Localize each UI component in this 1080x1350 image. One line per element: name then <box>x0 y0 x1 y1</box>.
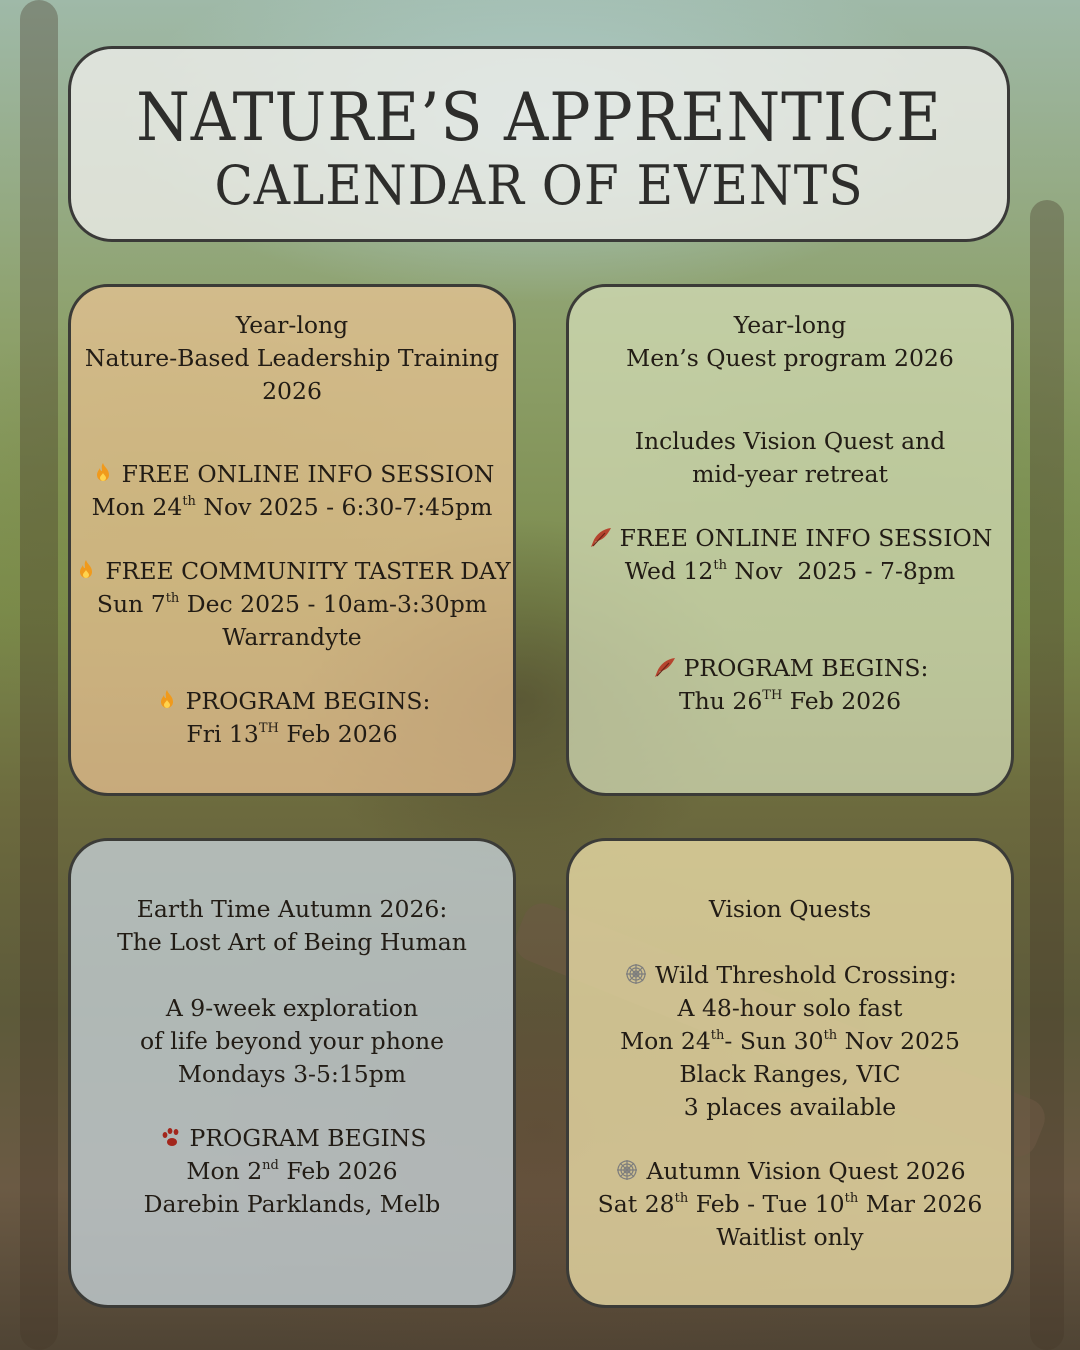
date-text: - Sun 30 <box>724 1027 824 1055</box>
event-note: Waitlist only <box>716 1223 864 1251</box>
date-text: Mon 24 <box>91 493 183 521</box>
header-banner <box>68 46 1010 242</box>
tree-trunk-right <box>1030 200 1064 1350</box>
card-intro-line: Mondays 3-5:15pm <box>177 1060 407 1088</box>
event-title <box>569 1155 1011 1188</box>
date-text: Nov 2025 - 6:30-7:45pm <box>195 493 493 521</box>
fire-icon <box>73 558 99 582</box>
date-ordinal: TH <box>762 688 783 703</box>
spiderweb-icon <box>614 1158 640 1182</box>
date-text: Dec 2025 - 10am-3:30pm <box>179 590 488 618</box>
event-date <box>71 588 513 621</box>
card-heading-line: Year-long <box>235 311 349 339</box>
card-vision-quests <box>566 838 1014 1308</box>
date-text: Wed 12 <box>624 557 714 585</box>
date-text: Mar 2026 <box>858 1190 983 1218</box>
card-heading-line: Men’s Quest program 2026 <box>626 344 954 372</box>
card-heading-line: Nature-Based Leadership Training <box>84 344 500 372</box>
date-ordinal: th <box>182 494 196 509</box>
event-location: Warrandyte <box>222 623 362 651</box>
card-intro-line: Includes Vision Quest and <box>634 427 946 455</box>
date-ordinal: th <box>165 591 180 606</box>
card-heading-line: The Lost Art of Being Human <box>117 928 467 956</box>
paw-icon <box>158 1125 184 1149</box>
card-heading-line: Vision Quests <box>708 895 872 923</box>
date-text: Sat 28 <box>597 1190 675 1218</box>
fire-icon <box>90 461 116 485</box>
date-ordinal: th <box>710 1028 725 1043</box>
date-ordinal: th <box>823 1028 838 1043</box>
event-date <box>569 1188 1011 1221</box>
event-title <box>569 652 1011 685</box>
event-title-text: Autumn Vision Quest 2026 <box>646 1157 966 1185</box>
event-title-text: PROGRAM BEGINS: <box>683 654 929 682</box>
card-heading-line: Year-long <box>733 311 847 339</box>
spiderweb-icon <box>623 962 649 986</box>
event-date <box>71 1155 513 1188</box>
event-title-text: PROGRAM BEGINS: <box>185 687 431 715</box>
event-date <box>569 685 1011 718</box>
event-date <box>71 491 513 524</box>
date-text: Thu 26 <box>678 687 763 715</box>
event-title <box>569 959 1011 992</box>
event-title <box>71 1122 513 1155</box>
date-text: Nov 2025 - 7-8pm <box>726 557 956 585</box>
page-subtitle: CALENDAR OF EVENTS <box>214 154 864 217</box>
event-title-text: FREE ONLINE INFO SESSION <box>121 460 495 488</box>
date-text: Feb - Tue 10 <box>688 1190 845 1218</box>
date-text: Fri 13 <box>186 720 259 748</box>
event-title-text: Wild Threshold Crossing: <box>655 961 957 989</box>
page-title: NATURE’S APPRENTICE <box>136 79 942 156</box>
event-date <box>569 555 1011 588</box>
card-heading-line: Earth Time Autumn 2026: <box>136 895 448 923</box>
event-date <box>71 718 513 751</box>
date-text: Feb 2026 <box>278 720 398 748</box>
fire-icon <box>154 688 180 712</box>
event-title-text: PROGRAM BEGINS <box>189 1124 427 1152</box>
date-ordinal: nd <box>262 1158 279 1173</box>
event-title <box>569 522 1011 555</box>
date-text: Mon 2 <box>186 1157 263 1185</box>
card-intro-line: of life beyond your phone <box>139 1027 445 1055</box>
card-intro-line: mid-year retreat <box>692 460 888 488</box>
card-leadership-training <box>68 284 516 796</box>
event-title-text: FREE ONLINE INFO SESSION <box>619 524 993 552</box>
feather-icon <box>652 655 678 679</box>
date-text: Mon 24 <box>620 1027 711 1055</box>
event-title <box>71 555 513 588</box>
event-date <box>569 1025 1011 1058</box>
card-heading-line: 2026 <box>262 377 322 405</box>
date-ordinal: th <box>844 1191 859 1206</box>
date-ordinal: th <box>713 558 727 573</box>
event-note: 3 places available <box>683 1093 897 1121</box>
feather-icon <box>588 525 614 549</box>
card-earth-time <box>68 838 516 1308</box>
date-text: Feb 2026 <box>782 687 902 715</box>
event-title-text: FREE COMMUNITY TASTER DAY <box>105 557 511 585</box>
date-text: Sun 7 <box>96 590 166 618</box>
event-title <box>71 685 513 718</box>
date-text: Nov 2025 <box>837 1027 960 1055</box>
event-location: Black Ranges, VIC <box>679 1060 901 1088</box>
event-location: Darebin Parklands, Melb <box>143 1190 441 1218</box>
event-subtitle: A 48-hour solo fast <box>677 994 903 1022</box>
tree-trunk-left <box>20 0 58 1350</box>
date-ordinal: th <box>674 1191 689 1206</box>
event-title <box>71 458 513 491</box>
date-ordinal: TH <box>258 721 279 736</box>
card-mens-quest <box>566 284 1014 796</box>
card-intro-line: A 9-week exploration <box>165 994 419 1022</box>
date-text: Feb 2026 <box>278 1157 398 1185</box>
